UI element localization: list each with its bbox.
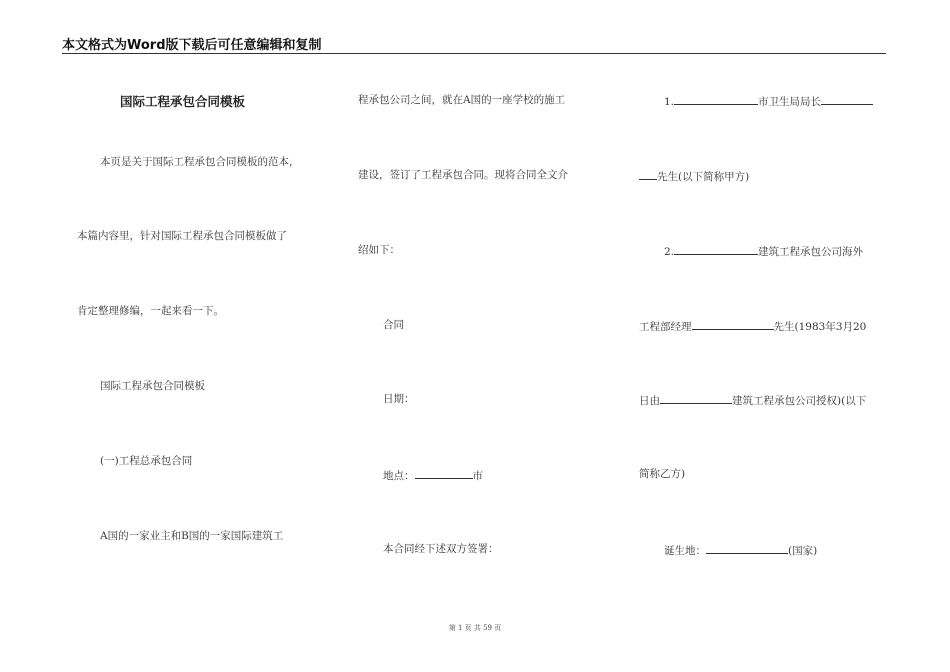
col3-line-4	[639, 318, 866, 334]
col3-line-6: 简称乙方)	[639, 468, 686, 480]
location-blank	[415, 467, 473, 479]
col3-line-1	[664, 93, 873, 109]
country-text: (国家)	[788, 545, 818, 557]
blank-7	[706, 542, 788, 554]
director-title: 市卫生局局长	[758, 96, 822, 108]
page-header	[62, 35, 886, 54]
date-text: 先生(1983年3月20	[773, 321, 867, 333]
header-title: 本文格式为Word版下载后可任意编辑和复制	[62, 38, 322, 53]
location-label: 地点：	[383, 470, 415, 482]
col2-line-3: 绍如下：	[358, 244, 400, 256]
blank-1a	[674, 93, 758, 105]
col1-line-6: A国的一家业主和B国的一家国际建筑工	[100, 530, 284, 542]
col3-line-2	[639, 168, 749, 184]
blank-4	[692, 318, 774, 330]
col3-line-3	[664, 243, 863, 259]
col2-line-5: 日期：	[383, 393, 415, 405]
authorization-text: 建筑工程承包公司授权)(以下	[732, 395, 867, 407]
party-a-text: 先生(以下简称甲方)	[657, 171, 750, 183]
col2-line-2: 建设，签订了工程承包合同。现将合同全文介	[358, 169, 568, 181]
by-label: 日由	[639, 395, 660, 407]
blank-3	[674, 243, 758, 255]
blank-1b	[821, 93, 873, 105]
col1-line-5: (一)工程总承包合同	[100, 455, 193, 467]
col1-line-3: 肯定整理修编，一起来看一下。	[77, 305, 224, 317]
item-number-2: 2.	[664, 246, 675, 258]
col2-line-4: 合同	[383, 319, 404, 331]
col2-line-1: 程承包公司之间，就在A国的一座学校的施工	[358, 94, 566, 106]
item-number-1: 1.	[664, 96, 675, 108]
blank-5	[660, 392, 732, 404]
col2-line-7: 本合同经下述双方签署：	[383, 543, 499, 555]
blank-2	[639, 168, 657, 180]
manager-label: 工程部经理	[639, 321, 692, 333]
col1-line-1: 本页是关于国际工程承包合同模板的范本，	[100, 156, 300, 168]
birthplace-label: 诞生地：	[664, 545, 706, 557]
col3-line-7	[664, 542, 817, 558]
col1-line-4: 国际工程承包合同模板	[100, 380, 205, 392]
col2-line-6	[383, 467, 483, 483]
col1-line-2: 本篇内容里，针对国际工程承包合同模板做了	[77, 230, 287, 242]
document-title: 国际工程承包合同模板	[120, 94, 246, 109]
page-number: 第 1 页 共 59 页	[448, 624, 502, 632]
company-text: 建筑工程承包公司海外	[758, 246, 864, 258]
city-suffix: 市	[472, 470, 483, 482]
col3-line-5	[639, 392, 866, 408]
